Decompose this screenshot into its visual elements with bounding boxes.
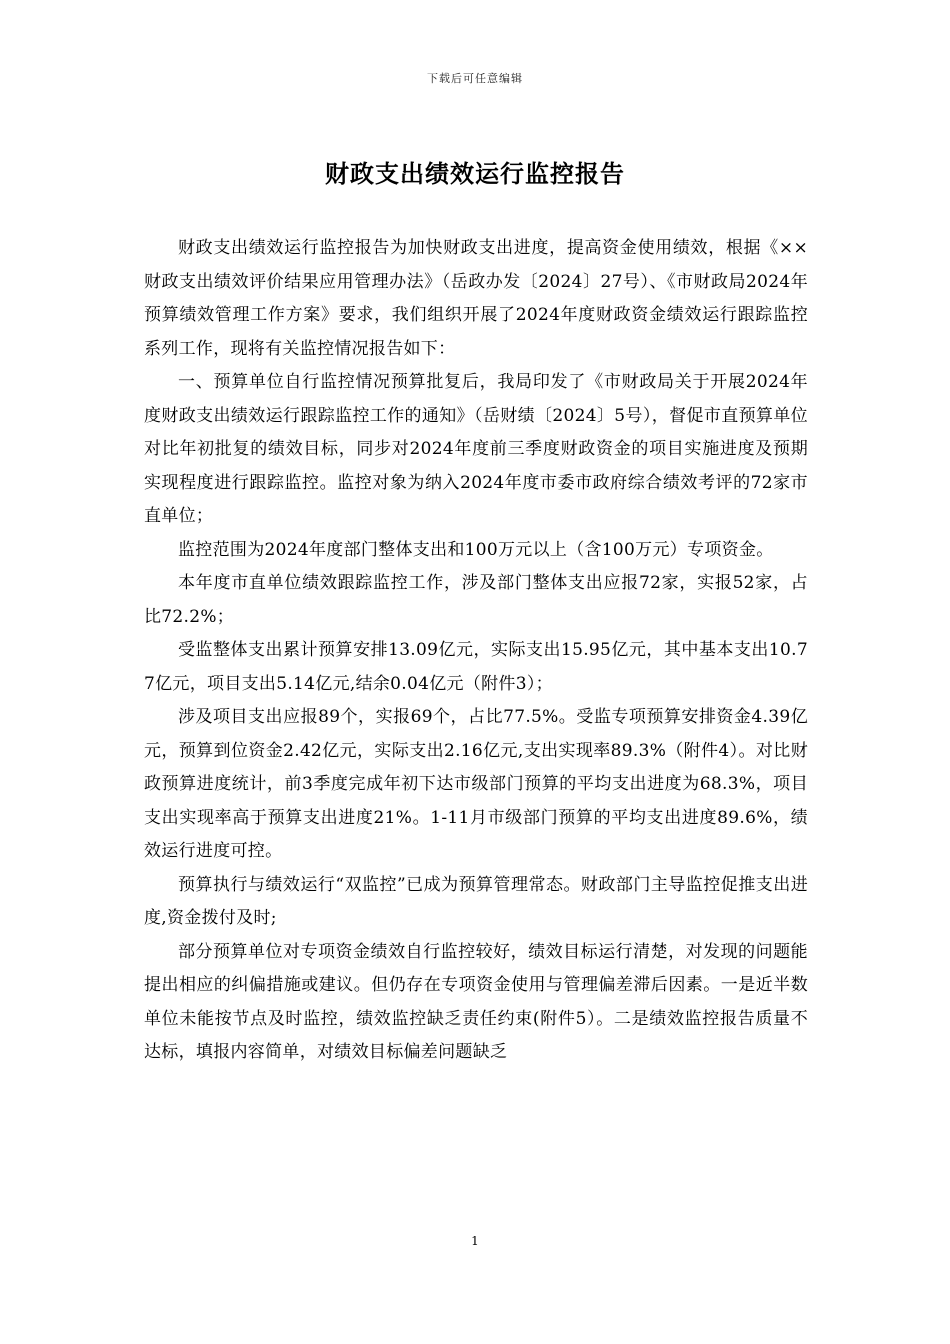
- paragraph-self-monitoring: 一、预算单位自行监控情况预算批复后，我局印发了《市财政局关于开展2024年度财政支出绩效运行跟踪监控工作的通知》（岳财绩〔2024〕5号），督促市直预算单位对比年初批复的绩效目标，同步对2024年度前三季度财政资金的项目实施进度及预期实现程度进行跟踪监控。监控对象为纳入2024年度市委市政府综合绩效考评的72家市直单位；: [144, 372, 808, 526]
- paragraph-overall-expenditure: 受监整体支出累计预算安排13.09亿元，实际支出15.95亿元，其中基本支出10.77亿元，项目支出5.14亿元,结余0.04亿元（附件3）；: [144, 640, 808, 694]
- paragraph-reporting-rate: 本年度市直单位绩效跟踪监控工作，涉及部门整体支出应报72家，实报52家，占比72.2%；: [144, 573, 808, 627]
- document-title: 财政支出绩效运行监控报告: [325, 160, 625, 188]
- paragraph-project-expenditure: 涉及项目支出应报89个，实报69个，占比77.5%。受监专项预算安排资金4.39亿元，预算到位资金2.42亿元，实际支出2.16亿元,支出实现率89.3%（附件4）。对比财政预算进度统计，前3季度完成年初下达市级部门预算的平均支出进度为68.3%，项目支出实现率高于预算支出进度21%。1-11月市级部门预算的平均支出进度89.6%，绩效运行进度可控。: [144, 707, 808, 861]
- paragraph-issues: 部分预算单位对专项资金绩效自行监控较好，绩效目标运行清楚，对发现的问题能提出相应的纠偏措施或建议。但仍存在专项资金使用与管理偏差滞后因素。一是近半数单位未能按节点及时监控，绩效监控缺乏责任约束(附件5）。二是绩效监控报告质量不达标，填报内容简单，对绩效目标偏差问题缺乏: [144, 941, 808, 1062]
- paragraph-monitoring-scope: 监控范围为2024年度部门整体支出和100万元以上（含100万元）专项资金。: [178, 539, 774, 560]
- document-body: [144, 232, 808, 1070]
- page-number: 1: [471, 1234, 479, 1248]
- paragraph-dual-monitoring: 预算执行与绩效运行“双监控”已成为预算管理常态。财政部门主导监控促推支出进度,资金拨付及时;: [144, 874, 808, 928]
- paragraph-intro: 财政支出绩效运行监控报告为加快财政支出进度，提高资金使用绩效，根据《××财政支出绩效评价结果应用管理办法》（岳政办发〔2024〕27号）、《市财政局2024年预算绩效管理工作方案》要求，我们组织开展了2024年度财政资金绩效运行跟踪监控系列工作，现将有关监控情况报告如下：: [144, 238, 808, 359]
- header-note: 下载后可任意编辑: [427, 72, 523, 85]
